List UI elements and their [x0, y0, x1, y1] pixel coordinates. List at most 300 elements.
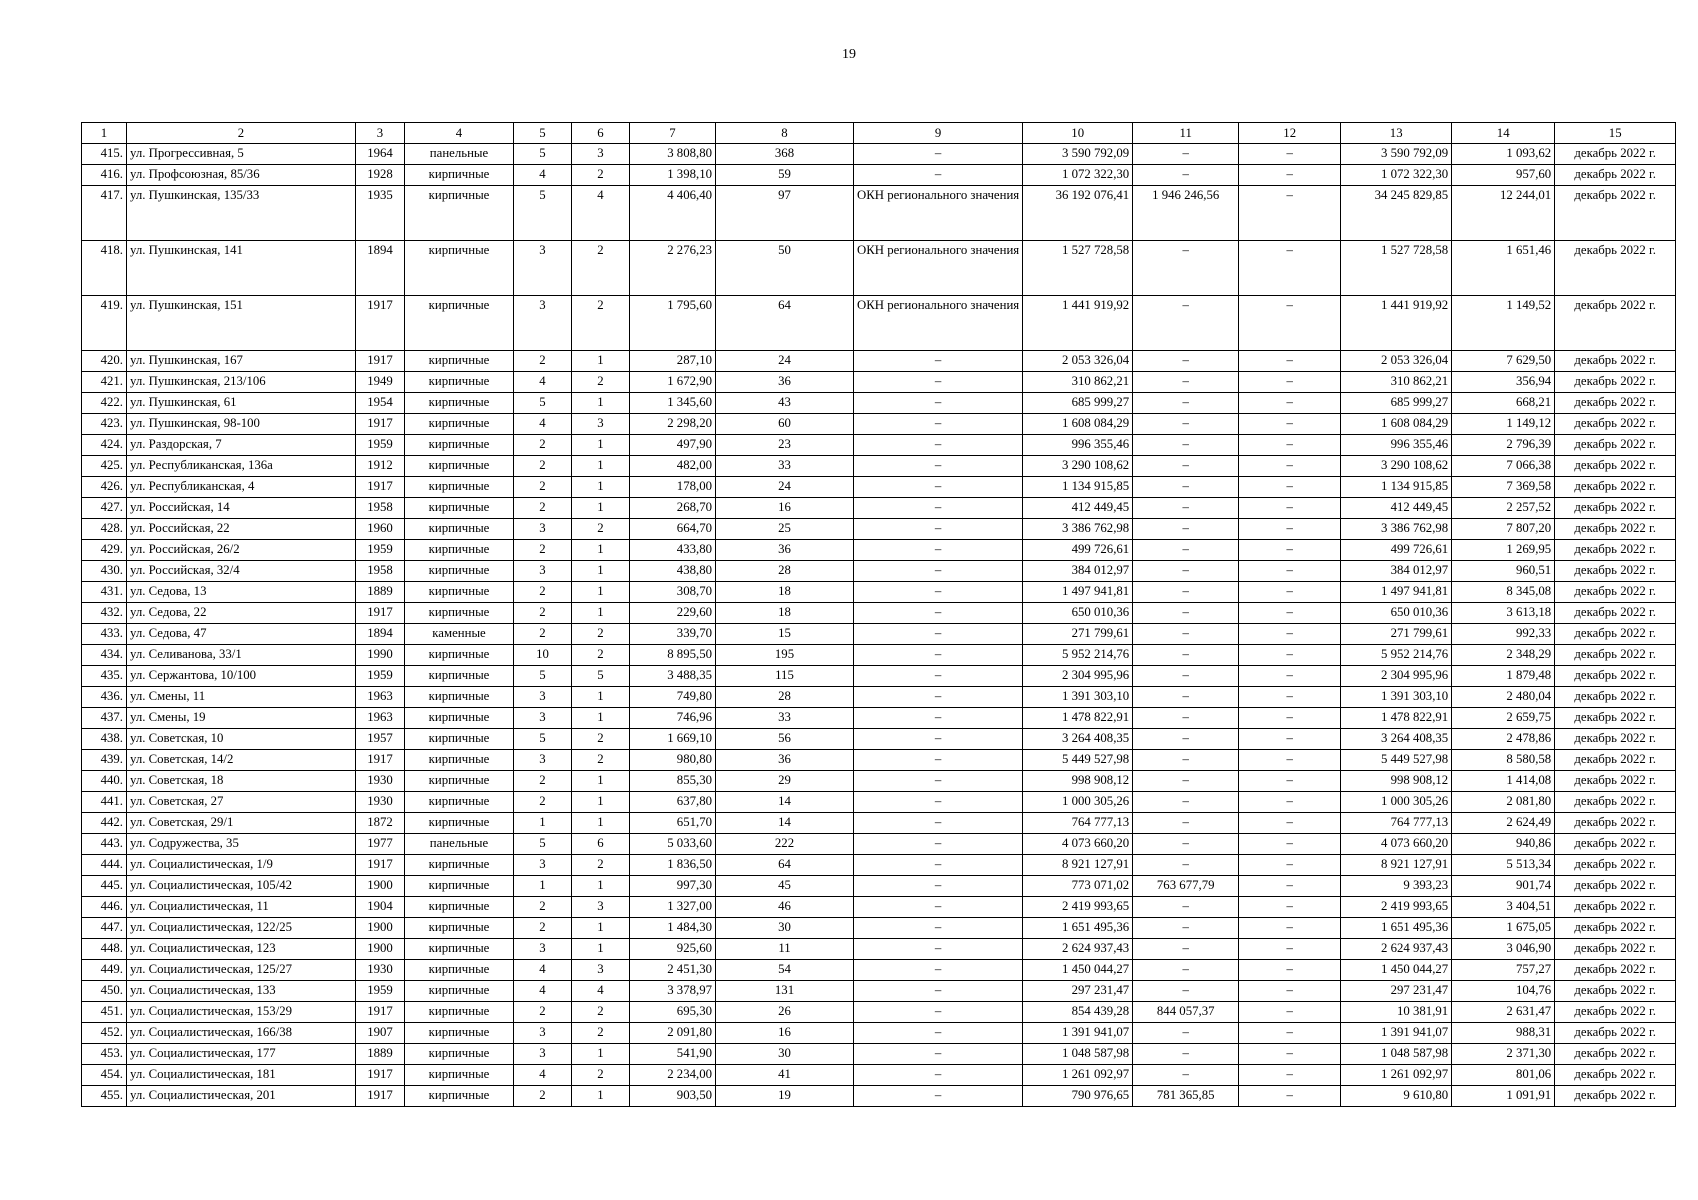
area-cell: 3 808,80: [630, 144, 716, 165]
wall-material-cell: кирпичные: [405, 498, 514, 519]
entrances-cell: 1: [572, 771, 630, 792]
column-header-14: 14: [1452, 123, 1555, 144]
other-cost-cell: –: [1239, 1002, 1341, 1023]
residents-cell: 19: [716, 1086, 854, 1107]
entrances-cell: 1: [572, 456, 630, 477]
area-cell: 287,10: [630, 351, 716, 372]
column-header-12: 12: [1239, 123, 1341, 144]
floors-cell: 2: [514, 435, 572, 456]
deadline-cell: декабрь 2022 г.: [1555, 165, 1676, 186]
heritage-status-cell: –: [854, 1044, 1023, 1065]
area-cell: 541,90: [630, 1044, 716, 1065]
residents-cell: 60: [716, 414, 854, 435]
total-cost-cell: 764 777,13: [1023, 813, 1133, 834]
fund-cost-cell: –: [1133, 729, 1239, 750]
housing-register-table: [81, 122, 1676, 1107]
address-cell: ул. Социалистическая, 133: [127, 981, 356, 1002]
heritage-status-cell: –: [854, 1065, 1023, 1086]
residents-cell: 43: [716, 393, 854, 414]
heritage-status-cell: –: [854, 813, 1023, 834]
heritage-status-cell: –: [854, 729, 1023, 750]
residents-cell: 368: [716, 144, 854, 165]
total-cost-cell: 790 976,65: [1023, 1086, 1133, 1107]
table-row: [82, 813, 1676, 834]
fund-cost-cell: –: [1133, 603, 1239, 624]
floors-cell: 3: [514, 296, 572, 351]
total-cost-cell: 5 952 214,76: [1023, 645, 1133, 666]
table-row: [82, 296, 1676, 351]
heritage-status-cell: –: [854, 897, 1023, 918]
deadline-cell: декабрь 2022 г.: [1555, 414, 1676, 435]
cost-per-sqm-cell: 2 796,39: [1452, 435, 1555, 456]
wall-material-cell: кирпичные: [405, 241, 514, 296]
entrances-cell: 2: [572, 624, 630, 645]
total-cost-cell: 1 391 303,10: [1023, 687, 1133, 708]
table-row: [82, 981, 1676, 1002]
wall-material-cell: кирпичные: [405, 1086, 514, 1107]
wall-material-cell: кирпичные: [405, 1044, 514, 1065]
floors-cell: 1: [514, 876, 572, 897]
area-cell: 229,60: [630, 603, 716, 624]
other-cost-cell: –: [1239, 241, 1341, 296]
address-cell: ул. Социалистическая, 1/9: [127, 855, 356, 876]
floors-cell: 3: [514, 939, 572, 960]
year-built-cell: 1959: [356, 540, 405, 561]
cost-per-sqm-cell: 2 371,30: [1452, 1044, 1555, 1065]
cost-per-sqm-cell: 1 651,46: [1452, 241, 1555, 296]
area-cell: 1 398,10: [630, 165, 716, 186]
heritage-status-cell: ОКН регионального значения: [854, 186, 1023, 241]
floors-cell: 3: [514, 561, 572, 582]
area-cell: 749,80: [630, 687, 716, 708]
year-built-cell: 1900: [356, 876, 405, 897]
cost-per-sqm-cell: 757,27: [1452, 960, 1555, 981]
heritage-status-cell: –: [854, 1086, 1023, 1107]
deadline-cell: декабрь 2022 г.: [1555, 1086, 1676, 1107]
entrances-cell: 2: [572, 165, 630, 186]
total-cost-cell: 499 726,61: [1023, 540, 1133, 561]
table-row: [82, 897, 1676, 918]
entrances-cell: 6: [572, 834, 630, 855]
deadline-cell: декабрь 2022 г.: [1555, 296, 1676, 351]
entrances-cell: 1: [572, 813, 630, 834]
heritage-status-cell: –: [854, 918, 1023, 939]
deadline-cell: декабрь 2022 г.: [1555, 750, 1676, 771]
fund-cost-cell: –: [1133, 519, 1239, 540]
residents-cell: 18: [716, 603, 854, 624]
cost-per-sqm-cell: 1 414,08: [1452, 771, 1555, 792]
entrances-cell: 2: [572, 1002, 630, 1023]
heritage-status-cell: –: [854, 708, 1023, 729]
cost-per-sqm-cell: 3 404,51: [1452, 897, 1555, 918]
entrances-cell: 1: [572, 603, 630, 624]
floors-cell: 2: [514, 603, 572, 624]
wall-material-cell: кирпичные: [405, 540, 514, 561]
deadline-cell: декабрь 2022 г.: [1555, 372, 1676, 393]
heritage-status-cell: –: [854, 876, 1023, 897]
deadline-cell: декабрь 2022 г.: [1555, 561, 1676, 582]
total-cost-cell: 297 231,47: [1023, 981, 1133, 1002]
residents-cell: 45: [716, 876, 854, 897]
total-cost-cell: 1 478 822,91: [1023, 708, 1133, 729]
fund-cost-cell: 1 946 246,56: [1133, 186, 1239, 241]
wall-material-cell: кирпичные: [405, 186, 514, 241]
table-row: [82, 498, 1676, 519]
area-cell: 308,70: [630, 582, 716, 603]
address-cell: ул. Социалистическая, 123: [127, 939, 356, 960]
other-cost-cell: –: [1239, 981, 1341, 1002]
table-row: [82, 876, 1676, 897]
fund-cost-cell: –: [1133, 792, 1239, 813]
residents-cell: 15: [716, 624, 854, 645]
residents-cell: 222: [716, 834, 854, 855]
fund-cost-cell: –: [1133, 624, 1239, 645]
entrances-cell: 4: [572, 981, 630, 1002]
heritage-status-cell: –: [854, 792, 1023, 813]
year-built-cell: 1889: [356, 1044, 405, 1065]
year-built-cell: 1957: [356, 729, 405, 750]
residents-cell: 195: [716, 645, 854, 666]
residents-cell: 25: [716, 519, 854, 540]
entrances-cell: 2: [572, 729, 630, 750]
fund-cost-cell: 763 677,79: [1133, 876, 1239, 897]
heritage-status-cell: –: [854, 519, 1023, 540]
column-header-11: 11: [1133, 123, 1239, 144]
row-number-cell: 440.: [82, 771, 127, 792]
deadline-cell: декабрь 2022 г.: [1555, 876, 1676, 897]
floors-cell: 2: [514, 771, 572, 792]
owners-cost-cell: 1 072 322,30: [1341, 165, 1452, 186]
wall-material-cell: кирпичные: [405, 393, 514, 414]
floors-cell: 3: [514, 1023, 572, 1044]
row-number-cell: 444.: [82, 855, 127, 876]
fund-cost-cell: –: [1133, 144, 1239, 165]
row-number-cell: 432.: [82, 603, 127, 624]
deadline-cell: декабрь 2022 г.: [1555, 477, 1676, 498]
fund-cost-cell: –: [1133, 477, 1239, 498]
area-cell: 1 795,60: [630, 296, 716, 351]
entrances-cell: 1: [572, 351, 630, 372]
row-number-cell: 451.: [82, 1002, 127, 1023]
area-cell: 925,60: [630, 939, 716, 960]
entrances-cell: 1: [572, 1086, 630, 1107]
floors-cell: 4: [514, 372, 572, 393]
deadline-cell: декабрь 2022 г.: [1555, 435, 1676, 456]
owners-cost-cell: 1 478 822,91: [1341, 708, 1452, 729]
owners-cost-cell: 5 952 214,76: [1341, 645, 1452, 666]
residents-cell: 56: [716, 729, 854, 750]
row-number-cell: 443.: [82, 834, 127, 855]
cost-per-sqm-cell: 12 244,01: [1452, 186, 1555, 241]
other-cost-cell: –: [1239, 897, 1341, 918]
area-cell: 438,80: [630, 561, 716, 582]
total-cost-cell: 3 590 792,09: [1023, 144, 1133, 165]
wall-material-cell: кирпичные: [405, 939, 514, 960]
heritage-status-cell: –: [854, 666, 1023, 687]
deadline-cell: декабрь 2022 г.: [1555, 792, 1676, 813]
row-number-cell: 429.: [82, 540, 127, 561]
other-cost-cell: –: [1239, 393, 1341, 414]
fund-cost-cell: –: [1133, 1065, 1239, 1086]
residents-cell: 11: [716, 939, 854, 960]
area-cell: 1 836,50: [630, 855, 716, 876]
address-cell: ул. Пушкинская, 141: [127, 241, 356, 296]
other-cost-cell: –: [1239, 1086, 1341, 1107]
cost-per-sqm-cell: 901,74: [1452, 876, 1555, 897]
year-built-cell: 1917: [356, 1086, 405, 1107]
other-cost-cell: –: [1239, 498, 1341, 519]
cost-per-sqm-cell: 1 091,91: [1452, 1086, 1555, 1107]
row-number-cell: 427.: [82, 498, 127, 519]
entrances-cell: 2: [572, 750, 630, 771]
column-header-9: 9: [854, 123, 1023, 144]
owners-cost-cell: 10 381,91: [1341, 1002, 1452, 1023]
floors-cell: 4: [514, 1065, 572, 1086]
cost-per-sqm-cell: 940,86: [1452, 834, 1555, 855]
entrances-cell: 1: [572, 792, 630, 813]
year-built-cell: 1894: [356, 241, 405, 296]
row-number-cell: 422.: [82, 393, 127, 414]
table-row: [82, 1002, 1676, 1023]
owners-cost-cell: 1 441 919,92: [1341, 296, 1452, 351]
row-number-cell: 419.: [82, 296, 127, 351]
row-number-cell: 455.: [82, 1086, 127, 1107]
deadline-cell: декабрь 2022 г.: [1555, 603, 1676, 624]
entrances-cell: 1: [572, 687, 630, 708]
address-cell: ул. Российская, 32/4: [127, 561, 356, 582]
fund-cost-cell: –: [1133, 939, 1239, 960]
residents-cell: 36: [716, 540, 854, 561]
area-cell: 178,00: [630, 477, 716, 498]
address-cell: ул. Селиванова, 33/1: [127, 645, 356, 666]
residents-cell: 33: [716, 708, 854, 729]
entrances-cell: 2: [572, 1065, 630, 1086]
area-cell: 482,00: [630, 456, 716, 477]
table-row: [82, 792, 1676, 813]
area-cell: 3 378,97: [630, 981, 716, 1002]
heritage-status-cell: –: [854, 435, 1023, 456]
column-header-4: 4: [405, 123, 514, 144]
floors-cell: 2: [514, 792, 572, 813]
deadline-cell: декабрь 2022 г.: [1555, 498, 1676, 519]
owners-cost-cell: 1 497 941,81: [1341, 582, 1452, 603]
area-cell: 3 488,35: [630, 666, 716, 687]
fund-cost-cell: –: [1133, 897, 1239, 918]
owners-cost-cell: 297 231,47: [1341, 981, 1452, 1002]
year-built-cell: 1958: [356, 561, 405, 582]
other-cost-cell: –: [1239, 144, 1341, 165]
year-built-cell: 1959: [356, 666, 405, 687]
entrances-cell: 1: [572, 561, 630, 582]
cost-per-sqm-cell: 1 675,05: [1452, 918, 1555, 939]
table-row: [82, 939, 1676, 960]
address-cell: ул. Социалистическая, 166/38: [127, 1023, 356, 1044]
column-header-8: 8: [716, 123, 854, 144]
area-cell: 5 033,60: [630, 834, 716, 855]
year-built-cell: 1900: [356, 939, 405, 960]
row-number-cell: 418.: [82, 241, 127, 296]
year-built-cell: 1963: [356, 708, 405, 729]
floors-cell: 2: [514, 540, 572, 561]
other-cost-cell: –: [1239, 960, 1341, 981]
floors-cell: 2: [514, 624, 572, 645]
address-cell: ул. Социалистическая, 181: [127, 1065, 356, 1086]
floors-cell: 2: [514, 498, 572, 519]
other-cost-cell: –: [1239, 708, 1341, 729]
deadline-cell: декабрь 2022 г.: [1555, 666, 1676, 687]
total-cost-cell: 1 450 044,27: [1023, 960, 1133, 981]
owners-cost-cell: 1 608 084,29: [1341, 414, 1452, 435]
cost-per-sqm-cell: 1 149,52: [1452, 296, 1555, 351]
floors-cell: 2: [514, 1002, 572, 1023]
wall-material-cell: кирпичные: [405, 855, 514, 876]
entrances-cell: 1: [572, 582, 630, 603]
heritage-status-cell: –: [854, 771, 1023, 792]
floors-cell: 1: [514, 813, 572, 834]
table-row: [82, 241, 1676, 296]
fund-cost-cell: –: [1133, 561, 1239, 582]
deadline-cell: декабрь 2022 г.: [1555, 144, 1676, 165]
residents-cell: 24: [716, 351, 854, 372]
row-number-cell: 437.: [82, 708, 127, 729]
residents-cell: 18: [716, 582, 854, 603]
cost-per-sqm-cell: 1 879,48: [1452, 666, 1555, 687]
address-cell: ул. Пушкинская, 167: [127, 351, 356, 372]
entrances-cell: 1: [572, 498, 630, 519]
entrances-cell: 1: [572, 435, 630, 456]
cost-per-sqm-cell: 2 659,75: [1452, 708, 1555, 729]
address-cell: ул. Смены, 11: [127, 687, 356, 708]
heritage-status-cell: –: [854, 981, 1023, 1002]
column-header-2: 2: [127, 123, 356, 144]
fund-cost-cell: –: [1133, 165, 1239, 186]
area-cell: 695,30: [630, 1002, 716, 1023]
other-cost-cell: –: [1239, 414, 1341, 435]
entrances-cell: 3: [572, 960, 630, 981]
wall-material-cell: кирпичные: [405, 477, 514, 498]
fund-cost-cell: –: [1133, 241, 1239, 296]
cost-per-sqm-cell: 2 478,86: [1452, 729, 1555, 750]
area-cell: 1 345,60: [630, 393, 716, 414]
total-cost-cell: 2 624 937,43: [1023, 939, 1133, 960]
entrances-cell: 2: [572, 296, 630, 351]
residents-cell: 28: [716, 687, 854, 708]
row-number-cell: 450.: [82, 981, 127, 1002]
cost-per-sqm-cell: 2 257,52: [1452, 498, 1555, 519]
floors-cell: 3: [514, 750, 572, 771]
deadline-cell: декабрь 2022 г.: [1555, 624, 1676, 645]
floors-cell: 2: [514, 477, 572, 498]
heritage-status-cell: –: [854, 645, 1023, 666]
entrances-cell: 1: [572, 1044, 630, 1065]
table-row: [82, 645, 1676, 666]
other-cost-cell: –: [1239, 687, 1341, 708]
total-cost-cell: 1 527 728,58: [1023, 241, 1133, 296]
cost-per-sqm-cell: 1 093,62: [1452, 144, 1555, 165]
address-cell: ул. Седова, 47: [127, 624, 356, 645]
table-row: [82, 456, 1676, 477]
entrances-cell: 1: [572, 708, 630, 729]
owners-cost-cell: 650 010,36: [1341, 603, 1452, 624]
total-cost-cell: 4 073 660,20: [1023, 834, 1133, 855]
deadline-cell: декабрь 2022 г.: [1555, 351, 1676, 372]
table-row: [82, 477, 1676, 498]
table-row: [82, 186, 1676, 241]
total-cost-cell: 5 449 527,98: [1023, 750, 1133, 771]
owners-cost-cell: 2 624 937,43: [1341, 939, 1452, 960]
total-cost-cell: 996 355,46: [1023, 435, 1133, 456]
cost-per-sqm-cell: 668,21: [1452, 393, 1555, 414]
year-built-cell: 1917: [356, 414, 405, 435]
address-cell: ул. Социалистическая, 177: [127, 1044, 356, 1065]
cost-per-sqm-cell: 957,60: [1452, 165, 1555, 186]
residents-cell: 41: [716, 1065, 854, 1086]
deadline-cell: декабрь 2022 г.: [1555, 939, 1676, 960]
other-cost-cell: –: [1239, 296, 1341, 351]
floors-cell: 3: [514, 708, 572, 729]
column-header-15: 15: [1555, 123, 1676, 144]
residents-cell: 64: [716, 296, 854, 351]
table-row: [82, 372, 1676, 393]
address-cell: ул. Республиканская, 4: [127, 477, 356, 498]
area-cell: 8 895,50: [630, 645, 716, 666]
year-built-cell: 1917: [356, 603, 405, 624]
residents-cell: 46: [716, 897, 854, 918]
cost-per-sqm-cell: 2 480,04: [1452, 687, 1555, 708]
deadline-cell: декабрь 2022 г.: [1555, 1023, 1676, 1044]
deadline-cell: декабрь 2022 г.: [1555, 981, 1676, 1002]
residents-cell: 14: [716, 792, 854, 813]
total-cost-cell: 1 651 495,36: [1023, 918, 1133, 939]
fund-cost-cell: –: [1133, 393, 1239, 414]
entrances-cell: 5: [572, 666, 630, 687]
fund-cost-cell: –: [1133, 582, 1239, 603]
year-built-cell: 1990: [356, 645, 405, 666]
table-row: [82, 771, 1676, 792]
owners-cost-cell: 499 726,61: [1341, 540, 1452, 561]
table-row: [82, 750, 1676, 771]
cost-per-sqm-cell: 988,31: [1452, 1023, 1555, 1044]
row-number-cell: 448.: [82, 939, 127, 960]
cost-per-sqm-cell: 7 066,38: [1452, 456, 1555, 477]
cost-per-sqm-cell: 8 580,58: [1452, 750, 1555, 771]
floors-cell: 5: [514, 729, 572, 750]
deadline-cell: декабрь 2022 г.: [1555, 897, 1676, 918]
row-number-cell: 449.: [82, 960, 127, 981]
floors-cell: 3: [514, 855, 572, 876]
address-cell: ул. Российская, 14: [127, 498, 356, 519]
address-cell: ул. Пушкинская, 213/106: [127, 372, 356, 393]
row-number-cell: 416.: [82, 165, 127, 186]
total-cost-cell: 2 419 993,65: [1023, 897, 1133, 918]
wall-material-cell: кирпичные: [405, 1065, 514, 1086]
area-cell: 339,70: [630, 624, 716, 645]
floors-cell: 5: [514, 393, 572, 414]
entrances-cell: 1: [572, 939, 630, 960]
wall-material-cell: панельные: [405, 834, 514, 855]
fund-cost-cell: –: [1133, 834, 1239, 855]
heritage-status-cell: –: [854, 165, 1023, 186]
address-cell: ул. Пушкинская, 151: [127, 296, 356, 351]
table-row: [82, 729, 1676, 750]
other-cost-cell: –: [1239, 435, 1341, 456]
table-row: [82, 708, 1676, 729]
owners-cost-cell: 412 449,45: [1341, 498, 1452, 519]
other-cost-cell: –: [1239, 582, 1341, 603]
total-cost-cell: 36 192 076,41: [1023, 186, 1133, 241]
owners-cost-cell: 4 073 660,20: [1341, 834, 1452, 855]
year-built-cell: 1977: [356, 834, 405, 855]
